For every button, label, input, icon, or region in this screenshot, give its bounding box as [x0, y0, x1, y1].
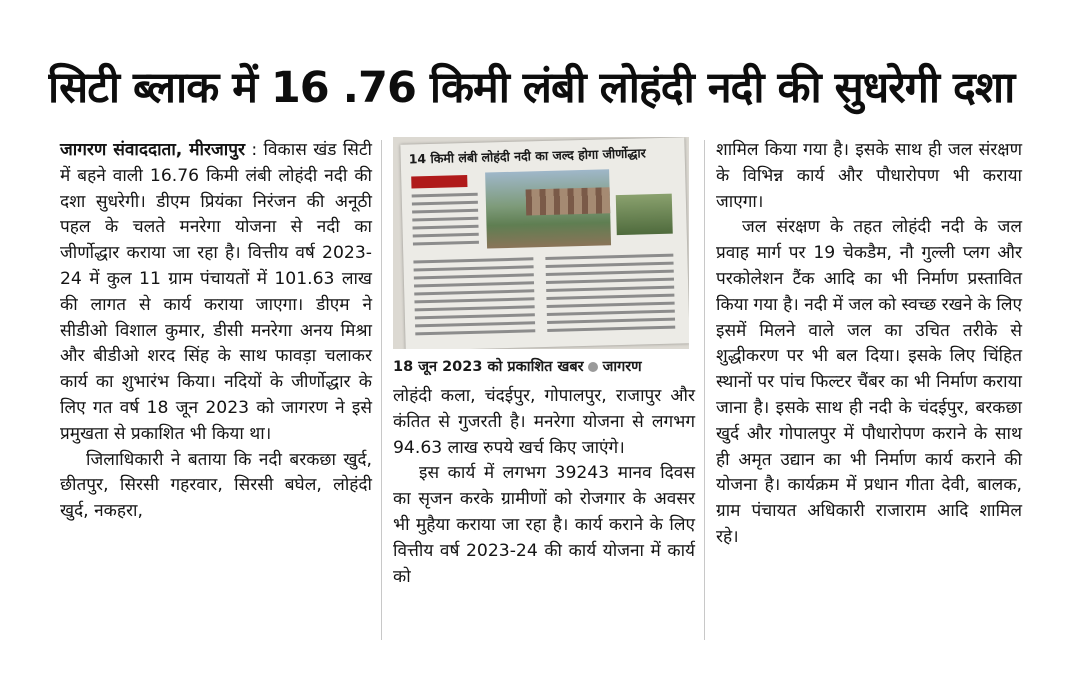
column-divider: [381, 140, 382, 640]
paragraph: इस कार्य में लगभग 39243 मानव दिवस का सृजन करके ग्रामीणों को रोजगार के अवसर भी मुहैया कराया जा रहा है। कार्य कराने के लिए वित्तीय वर्ष 2023-24 की कार्य योजना में कार्य को: [393, 463, 695, 587]
clipping-text-line: [545, 254, 673, 260]
clipping-text-line: [414, 265, 534, 271]
article-column-2: [393, 384, 695, 590]
clipping-text-line: [546, 286, 674, 292]
headline: सिटी ब्लाक में 16 .76 किमी लंबी लोहंदी नदी की सुधरेगी दशा: [48, 63, 1015, 113]
clipping-text-line: [547, 318, 675, 324]
article-column-3: [716, 138, 1022, 551]
paragraph: जिलाधिकारी ने बताया कि नदी बरकछा खुर्द, छीतपुर, सिरसी गहरवार, सिरसी बघेल, लोहंदी खुर्द, नकहरा,: [60, 449, 372, 522]
river-bridge-image: [485, 169, 611, 248]
clipping-page: [400, 137, 689, 349]
clipping-text-line: [414, 273, 534, 279]
clipping-headline: 14 किमी लंबी लोहंदी नदी का जल्द होगा जीर्णोद्धार: [408, 145, 646, 167]
paragraph: [60, 138, 372, 448]
clipping-text-line: [412, 225, 478, 230]
newspaper-clipping-photo: [393, 137, 689, 349]
column-divider: [704, 140, 705, 640]
clipping-text-line: [412, 201, 478, 206]
clipping-text-line: [415, 305, 535, 311]
clipping-badge: [411, 175, 467, 188]
caption-text: 18 जून 2023 को प्रकाशित खबर: [393, 359, 584, 375]
clipping-text-line: [547, 310, 675, 316]
byline: जागरण संवाददाता, मीरजापुर: [60, 140, 245, 160]
clipping-text-line: [414, 297, 534, 303]
clipping-text-line: [413, 233, 479, 238]
paragraph: शामिल किया गया है। इसके साथ ही जल संरक्षण के विभिन्न कार्य और पौधारोपण भी कराया जाएगा।: [716, 140, 1022, 212]
clipping-text-line: [415, 329, 535, 335]
clipping-text-line: [412, 209, 478, 214]
photo-caption: [393, 356, 695, 376]
clipping-text-line: [546, 278, 674, 284]
clipping-text-line: [413, 241, 479, 246]
clipping-text-line: [415, 321, 535, 327]
paragraph: जल संरक्षण के तहत लोहंदी नदी के जल प्रवाह मार्ग पर 19 चेकडैम, नौ गुल्ली प्लग और परकोलेशन टैंक आदि का भी निर्माण प्रस्तावित किया गया है। नदी में जल को स्वच्छ रखने के लिए इसमें मिलने वाले जल का उचित तरीके से शुद्धीकरण पर भी बल दिया। इसके लिए चिंहित स्थानों पर पांच फिल्टर चैंबर का भी निर्माण कराया जाना है। इसके साथ ही नदी के चंदईपुर, बरकछा खुर्द और गोपालपुर में पौधारोपण कराने के साथ ही अमृत उद्यान का भी निर्माण कार्य कराने की योजना है। कार्यक्रम में प्रधान गीता देवी, बालक, ग्राम पंचायत अधिकारी राजाराम आदि शामिल रहे।: [716, 217, 1022, 547]
clipping-text-line: [414, 281, 534, 287]
byline-separator: :: [245, 140, 264, 160]
clipping-text-line: [546, 294, 674, 300]
bridge-image: [526, 187, 611, 215]
clipping-text-line: [546, 270, 674, 276]
clipping-text-line: [547, 302, 675, 308]
clipping-text-line: [414, 289, 534, 295]
river-small-image: [616, 194, 673, 235]
clipping-text-line: [412, 193, 478, 198]
clipping-text-line: [413, 257, 533, 263]
paragraph: लोहंदी कला, चंदईपुर, गोपालपुर, राजापुर और कंतित से गुजरती है। मनरेगा योजना से लगभग 94.63 लाख रुपये खर्च किए जाएंगे।: [393, 386, 695, 458]
clipping-text-line: [547, 326, 675, 332]
clipping-text-line: [546, 262, 674, 268]
clipping-text-line: [415, 313, 535, 319]
clipping-text-line: [412, 217, 478, 222]
caption-dot-icon: [588, 362, 598, 372]
paragraph-text: विकास खंड सिटी में बहने वाली 16.76 किमी लंबी लोहंदी नदी की दशा सुधरेगी। डीएम प्रियंका निरंजन की अनूठी पहल के चलते मनरेगा योजना से नदी का जीर्णोद्धार कराया जा रहा है। वित्तीय वर्ष 2023-24 में कुल 11 ग्राम पंचायतों में 101.63 लाख की लागत से कार्य कराया जाएगा। डीएम ने सीडीओ विशाल कुमार, डीसी मनरेगा अनय मिश्रा और बीडीओ शरद सिंह के साथ फावड़ा चलाकर कार्य का शुभारंभ किया। नदियों के जीर्णोद्धार के लिए गत वर्ष 18 जून 2023 को जागरण ने इसे प्रमुखता से प्रकाशित भी किया था।: [60, 140, 373, 444]
caption-source: जागरण: [602, 359, 642, 375]
article-column-1: [60, 138, 372, 525]
